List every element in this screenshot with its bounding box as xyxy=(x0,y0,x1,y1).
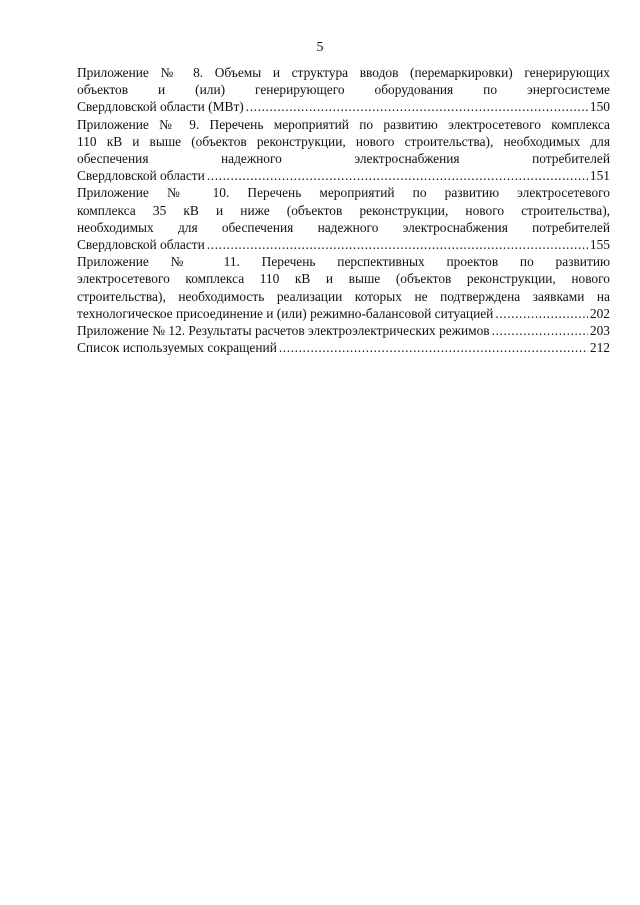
toc-entry-line xyxy=(77,133,610,150)
toc-entry-line xyxy=(77,150,610,167)
dot-leader xyxy=(207,167,588,184)
toc-entry-line xyxy=(77,270,610,287)
toc-entry-line xyxy=(77,184,610,201)
toc-entry-line xyxy=(77,202,610,219)
toc-entry-last-line xyxy=(77,167,610,184)
toc-entry-last-line xyxy=(77,322,610,339)
toc-entry-text: обеспечения надежного электроснабжения потребителей xyxy=(77,151,610,167)
dot-leader xyxy=(246,98,588,115)
toc-entry-text: электросетевого комплекса 110 кВ и выше (объектов реконструкции, нового xyxy=(77,271,610,287)
dot-leader xyxy=(207,236,588,253)
page-number: 5 xyxy=(316,40,324,55)
table-of-contents xyxy=(77,64,610,356)
toc-entry-line xyxy=(77,219,610,236)
toc-entry-line xyxy=(77,116,610,133)
toc-entry-abbreviations[interactable] xyxy=(77,339,610,356)
toc-page-number[interactable]: 202 xyxy=(589,305,610,321)
toc-entry-line xyxy=(77,253,610,270)
toc-entry-appendix-9[interactable] xyxy=(77,116,610,185)
toc-entry-last-line xyxy=(77,305,610,322)
toc-entry-text: Свердловской области xyxy=(77,237,205,253)
toc-page-number[interactable]: 150 xyxy=(589,99,610,115)
toc-entry-last-line xyxy=(77,236,610,253)
toc-entry-text: Приложение № 11. Перечень перспективных проектов по развитию xyxy=(77,254,610,270)
toc-entry-text: Список используемых сокращений xyxy=(77,340,277,356)
toc-entry-appendix-10[interactable] xyxy=(77,184,610,253)
toc-entry-text: 110 кВ и выше (объектов реконструкции, нового строительства), необходимых для xyxy=(77,133,610,149)
toc-page-number[interactable]: 203 xyxy=(589,323,610,339)
dot-leader xyxy=(279,339,588,356)
toc-entry-text: необходимых для обеспечения надежного электроснабжения потребителей xyxy=(77,219,610,235)
toc-page-number[interactable]: 151 xyxy=(589,168,610,184)
toc-entry-text: Приложение № 12. Результаты расчетов электроэлектрических режимов xyxy=(77,323,490,339)
toc-entry-text: Приложение № 8. Объемы и структура вводов (перемаркировки) генерирующих xyxy=(77,65,610,80)
toc-entry-text: Свердловской области (МВт) xyxy=(77,99,244,115)
toc-entry-text: технологическое присоединение и (или) режимно-балансовой ситуацией xyxy=(77,305,494,321)
toc-entry-line xyxy=(77,64,610,81)
dot-leader xyxy=(495,305,588,322)
toc-entry-last-line xyxy=(77,98,610,115)
toc-entry-line xyxy=(77,288,610,305)
toc-entry-appendix-11[interactable] xyxy=(77,253,610,322)
toc-entry-text: Приложение № 9. Перечень мероприятий по развитию электросетевого комплекса xyxy=(77,116,610,132)
toc-entry-text: строительства), необходимость реализации которых не подтверждена заявками на xyxy=(77,288,610,304)
toc-entry-appendix-8[interactable] xyxy=(77,64,610,116)
dot-leader xyxy=(492,322,588,339)
toc-page-number[interactable]: 155 xyxy=(589,237,610,253)
toc-entry-line xyxy=(77,81,610,98)
toc-entry-appendix-12[interactable] xyxy=(77,322,610,339)
toc-entry-text: объектов и (или) генерирующего оборудования по энергосистеме xyxy=(77,82,610,98)
toc-page-number[interactable]: 212 xyxy=(589,340,610,356)
toc-entry-text: Приложение № 10. Перечень мероприятий по развитию электросетевого xyxy=(77,185,610,201)
toc-entry-last-line xyxy=(77,339,610,356)
toc-entry-text: комплекса 35 кВ и ниже (объектов реконструкции, нового строительства), xyxy=(77,202,610,218)
toc-entry-text: Свердловской области xyxy=(77,168,205,184)
